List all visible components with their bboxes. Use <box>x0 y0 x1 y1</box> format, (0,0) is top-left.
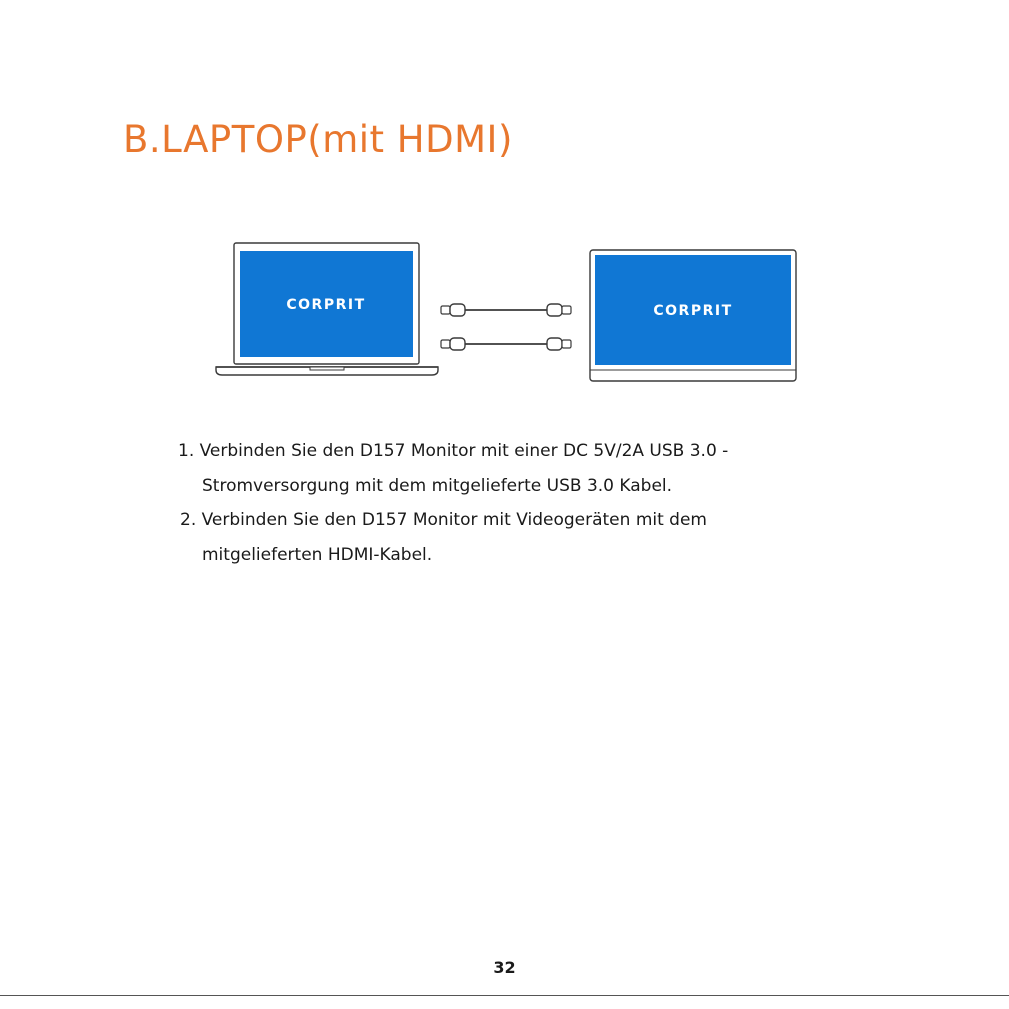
instruction-step <box>178 503 878 572</box>
laptop-screen-brand: CORPRIT <box>286 297 366 313</box>
connection-illustration <box>210 236 810 386</box>
instruction-step <box>178 434 878 503</box>
monitor-screen-brand: CORPRIT <box>653 303 733 319</box>
instruction-step-1-line-2: Stromversorgung mit dem mitgelieferte USB 3.0 Kabel. <box>202 475 673 496</box>
instruction-step-1-line-1: 1. Verbinden Sie den D157 Monitor mit einer DC 5V/2A USB 3.0 - <box>178 441 729 461</box>
page-number: 32 <box>493 958 516 977</box>
instruction-step-2-line-1: 2. Verbinden Sie den D157 Monitor mit Videogeräten mit dem <box>180 510 707 530</box>
section-heading: B.LAPTOP(mit HDMI) <box>123 118 513 161</box>
hdmi-cable-icon <box>441 338 571 350</box>
instruction-step-2-line-2: mitgelieferten HDMI-Kabel. <box>202 544 433 565</box>
usb-cable-icon <box>441 304 571 316</box>
footer-divider <box>0 995 1009 996</box>
instruction-list <box>178 434 878 572</box>
